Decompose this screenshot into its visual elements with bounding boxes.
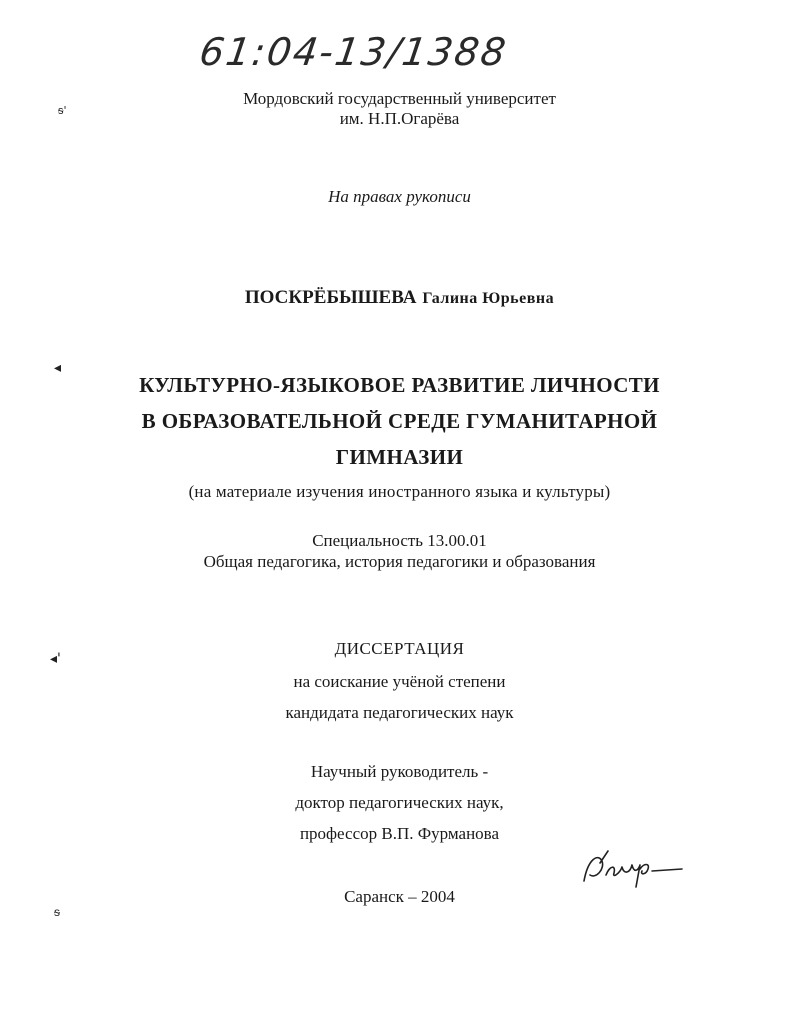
author-given-names: Галина Юрьевна bbox=[422, 290, 555, 307]
supervisor-line-2: доктор педагогических наук, bbox=[295, 793, 504, 812]
margin-mark: ◂' bbox=[50, 651, 61, 667]
rights-note: На правах рукописи bbox=[328, 187, 471, 206]
specialty-name: Общая педагогика, история педагогики и образования bbox=[203, 552, 596, 571]
degree-line-1: на соискание учёной степени bbox=[293, 672, 506, 691]
dissertation-heading: ДИССЕРТАЦИЯ bbox=[334, 639, 465, 658]
title-line-3: ГИМНАЗИИ bbox=[335, 445, 464, 469]
author-surname: ПОСКРЁБЫШЕВА bbox=[244, 287, 417, 308]
library-stamp-number: 61:04-13/1388 bbox=[196, 30, 511, 74]
supervisor-line-3: профессор В.П. Фурманова bbox=[299, 824, 500, 843]
degree-line-2: кандидата педагогических наук bbox=[285, 703, 514, 722]
signature-icon bbox=[578, 845, 688, 895]
institution-name: Мордовский государственный университет bbox=[243, 89, 556, 108]
margin-mark: ◂ bbox=[54, 360, 62, 376]
city-year: Саранск – 2004 bbox=[344, 887, 455, 906]
margin-mark: ᵴ bbox=[54, 905, 60, 919]
specialty-code: Специальность 13.00.01 bbox=[312, 531, 487, 550]
title-subtitle: (на материале изучения иностранного языка и культуры) bbox=[188, 482, 611, 501]
author-name bbox=[0, 287, 799, 309]
margin-mark: ᵴ' bbox=[58, 104, 67, 117]
supervisor-line-1: Научный руководитель - bbox=[310, 762, 489, 781]
title-line-1: КУЛЬТУРНО-ЯЗЫКОВОЕ РАЗВИТИЕ ЛИЧНОСТИ bbox=[139, 373, 660, 397]
institution-named-after: им. Н.П.Огарёва bbox=[339, 109, 460, 128]
title-line-2: В ОБРАЗОВАТЕЛЬНОЙ СРЕДЕ ГУМАНИТАРНОЙ bbox=[141, 409, 658, 433]
